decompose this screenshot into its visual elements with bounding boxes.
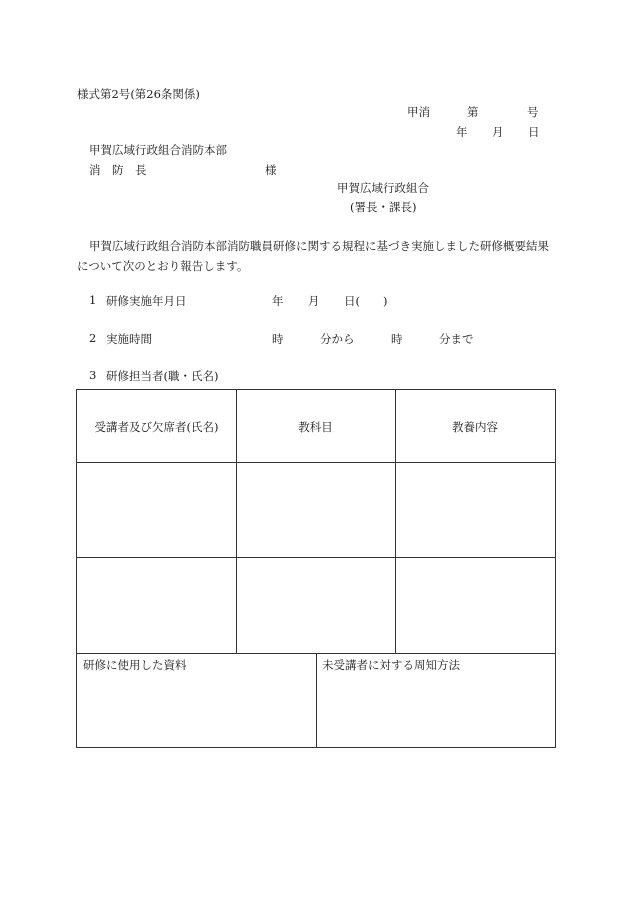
item-field-minute-end: 分まで (439, 332, 474, 346)
document-number-go: 号 (527, 105, 539, 119)
form-label: 様式第2号(第26条関係) (77, 87, 200, 101)
item-field-month: 月 (308, 294, 320, 308)
item-field-year: 年 (272, 294, 284, 308)
addressee-organization: 甲賀広域行政組合消防本部 (89, 143, 227, 157)
item-label: 実施時間 (106, 332, 152, 346)
table-divider-footer (316, 653, 317, 747)
item-label: 研修実施年月日 (106, 294, 187, 308)
item-number: 3 (89, 368, 97, 382)
intro-paragraph: 甲賀広域行政組合消防本部消防職員研修に関する規程に基づき実施しました研修概要結果について次のとおり報告します。 (77, 239, 549, 273)
date-month: 月 (492, 125, 504, 139)
item-field-hour-end: 時 (391, 332, 403, 346)
table-header-subject: 教科目 (298, 420, 333, 434)
sender-position: (署長・課長) (350, 200, 417, 214)
sender-organization: 甲賀広域行政組合 (337, 181, 429, 195)
date-year: 年 (456, 125, 468, 139)
item-field-minute-start: 分から (320, 332, 355, 346)
document-number-prefix: 甲消 (407, 105, 430, 119)
addressee-honorific: 様 (265, 163, 277, 177)
item-number: 2 (89, 331, 97, 345)
document-number-dai: 第 (467, 105, 479, 119)
item-label: 研修担当者(職・氏名) (106, 369, 219, 383)
item-field-hour-start: 時 (272, 332, 284, 346)
table-rule-header (77, 462, 555, 463)
item-number: 1 (89, 293, 97, 307)
table-header-content: 教養内容 (452, 420, 498, 434)
date-day: 日 (528, 125, 540, 139)
addressee-title: 消 防 長 (89, 163, 147, 177)
table-footer-notification-method: 未受講者に対する周知方法 (322, 658, 460, 672)
table-rule-row1 (77, 557, 555, 558)
table-header-attendees: 受講者及び欠席者(氏名) (94, 420, 219, 434)
training-table (76, 389, 556, 748)
table-footer-materials: 研修に使用した資料 (83, 658, 187, 672)
item-field-day: 日( ) (344, 294, 388, 308)
